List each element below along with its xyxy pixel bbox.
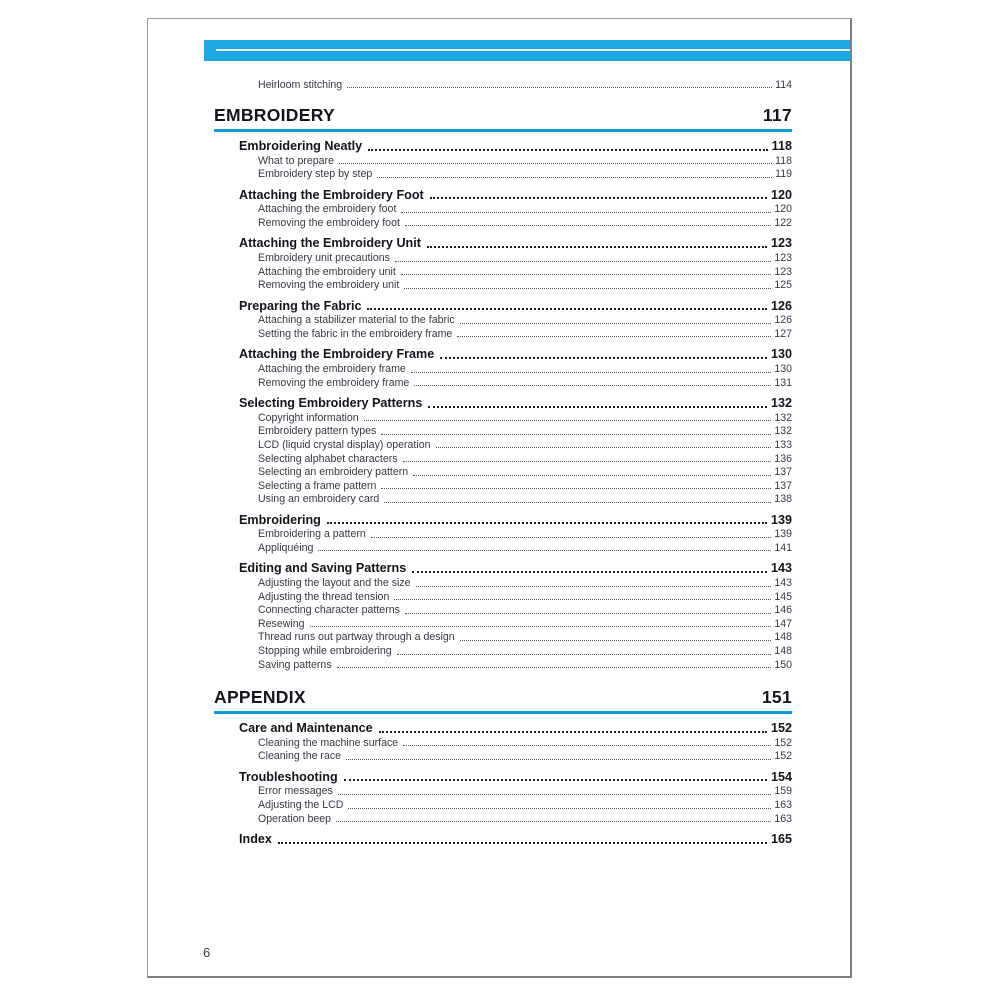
toc-entry bbox=[258, 657, 792, 671]
toc-entry-page: 147 bbox=[774, 617, 792, 630]
dot-leader bbox=[414, 385, 771, 386]
dot-leader bbox=[401, 212, 771, 213]
dot-leader bbox=[436, 447, 772, 448]
dot-leader bbox=[310, 626, 772, 627]
toc-entry-page: 150 bbox=[774, 658, 792, 671]
dot-leader bbox=[412, 571, 767, 573]
dot-leader bbox=[338, 794, 772, 795]
toc-entry bbox=[258, 250, 792, 264]
toc-entry-page: 123 bbox=[774, 265, 792, 278]
toc-entry-label: Operation beep bbox=[258, 812, 332, 825]
toc-entry-page: 132 bbox=[770, 396, 792, 411]
toc-entry-label: Embroidery pattern types bbox=[258, 425, 377, 438]
toc-entry-page: 126 bbox=[774, 314, 792, 327]
toc-entry bbox=[239, 345, 792, 361]
toc-entry bbox=[258, 202, 792, 216]
dot-leader bbox=[430, 197, 767, 199]
section-entries bbox=[214, 719, 792, 846]
toc-entry-page: 127 bbox=[774, 327, 792, 340]
dot-leader bbox=[367, 308, 767, 310]
toc-entry-label: Saving patterns bbox=[258, 658, 332, 671]
dot-leader bbox=[339, 163, 772, 164]
toc-entry-label: Attaching the Embroidery Frame bbox=[239, 347, 435, 362]
dot-leader bbox=[403, 745, 771, 746]
dot-leader bbox=[364, 420, 772, 421]
toc-entry-page: 148 bbox=[774, 631, 792, 644]
toc-entry bbox=[258, 278, 792, 292]
toc-entry bbox=[258, 361, 792, 375]
toc-entry bbox=[239, 511, 792, 527]
toc-entry-page: 114 bbox=[775, 78, 792, 91]
toc-entry bbox=[258, 77, 792, 91]
toc-entry bbox=[258, 575, 792, 589]
toc-entry-label: What to prepare bbox=[258, 154, 334, 167]
dot-leader bbox=[411, 372, 772, 373]
toc-entry bbox=[258, 424, 792, 438]
toc-entry-page: 152 bbox=[770, 721, 792, 736]
toc-entry-label: Error messages bbox=[258, 785, 333, 798]
page-number: 6 bbox=[203, 945, 211, 960]
toc-entry bbox=[258, 313, 792, 327]
toc-entry-label: Attaching the embroidery unit bbox=[258, 265, 396, 278]
dot-leader bbox=[344, 779, 767, 781]
toc-entry-page: 137 bbox=[774, 479, 792, 492]
accent-bar-highlight bbox=[216, 49, 850, 51]
toc-entry-label: LCD (liquid crystal display) operation bbox=[258, 438, 431, 451]
dot-leader bbox=[440, 357, 767, 359]
toc-entry bbox=[258, 749, 792, 763]
toc-entry-label: Selecting Embroidery Patterns bbox=[239, 396, 423, 411]
toc-entry-page: 118 bbox=[775, 154, 792, 167]
toc-entry-label: Embroidering bbox=[239, 512, 321, 527]
toc-entry bbox=[258, 811, 792, 825]
toc-entry-page: 123 bbox=[774, 252, 792, 265]
toc-entry bbox=[239, 394, 792, 410]
dot-leader bbox=[337, 667, 772, 668]
dot-leader bbox=[395, 261, 771, 262]
toc-entry-page: 163 bbox=[774, 812, 792, 825]
toc-entry-label: Attaching the embroidery foot bbox=[258, 203, 397, 216]
toc-entry bbox=[258, 784, 792, 798]
toc-entry-label: Selecting a frame pattern bbox=[258, 479, 377, 492]
toc-entry-page: 139 bbox=[770, 512, 792, 527]
toc-entry bbox=[258, 153, 792, 167]
dot-leader bbox=[404, 288, 771, 289]
toc-entry-page: 139 bbox=[774, 528, 792, 541]
toc-entry-page: 118 bbox=[771, 139, 792, 154]
toc-entry bbox=[239, 768, 792, 784]
dot-leader bbox=[381, 488, 771, 489]
toc-entry-label: Using an embroidery card bbox=[258, 493, 380, 506]
toc-entry-label: Appliquéing bbox=[258, 541, 314, 554]
dot-leader bbox=[336, 821, 771, 822]
dot-leader bbox=[460, 640, 772, 641]
toc-entry bbox=[258, 540, 792, 554]
toc-entry bbox=[239, 559, 792, 575]
toc-entry bbox=[258, 326, 792, 340]
toc-entry-page: 130 bbox=[770, 347, 792, 362]
dot-leader bbox=[318, 550, 771, 551]
toc-entry bbox=[258, 527, 792, 541]
toc-entry-label: Thread runs out partway through a design bbox=[258, 631, 455, 644]
toc-entry bbox=[239, 830, 792, 846]
toc-entry-page: 120 bbox=[770, 187, 792, 202]
dot-leader bbox=[394, 599, 771, 600]
dot-leader bbox=[327, 522, 767, 524]
dot-leader bbox=[460, 323, 772, 324]
dot-leader bbox=[457, 336, 771, 337]
toc-entry-label: Embroidery unit precautions bbox=[258, 252, 390, 265]
toc-entry bbox=[239, 186, 792, 202]
toc-entry-page: 119 bbox=[775, 168, 792, 181]
toc-entry-label: Setting the fabric in the embroidery frame bbox=[258, 327, 453, 340]
toc-entry bbox=[258, 410, 792, 424]
toc-entry-page: 120 bbox=[774, 203, 792, 216]
toc-entry-page: 132 bbox=[774, 411, 792, 424]
toc-entry-label: Copyright information bbox=[258, 411, 359, 424]
toc-entry-label: Selecting an embroidery pattern bbox=[258, 466, 409, 479]
toc-entry bbox=[258, 630, 792, 644]
toc-entry-label: Editing and Saving Patterns bbox=[239, 561, 407, 576]
toc-entry bbox=[258, 735, 792, 749]
dot-leader bbox=[416, 586, 772, 587]
toc-entry-label: Adjusting the LCD bbox=[258, 799, 344, 811]
toc-entry-label: Cleaning the race bbox=[258, 750, 342, 763]
toc-entry-label: Attaching the embroidery frame bbox=[258, 363, 406, 376]
dot-leader bbox=[379, 731, 767, 733]
toc-entry-label: Embroidering a pattern bbox=[258, 528, 366, 541]
header-accent-bar bbox=[204, 40, 850, 61]
toc-section bbox=[214, 105, 792, 671]
toc-entry-label: Attaching the Embroidery Unit bbox=[239, 236, 421, 251]
toc-entry-page: 152 bbox=[774, 750, 792, 763]
toc-section bbox=[214, 687, 792, 846]
toc-entry-page: 159 bbox=[774, 785, 792, 798]
toc-entry-page: 137 bbox=[774, 466, 792, 479]
dot-leader bbox=[368, 149, 768, 151]
section-heading bbox=[214, 105, 792, 132]
toc-entry-label: Selecting alphabet characters bbox=[258, 452, 398, 465]
toc-entry-label: Embroidering Neatly bbox=[239, 139, 363, 154]
toc-entry bbox=[258, 167, 792, 181]
toc-entry bbox=[258, 797, 792, 811]
toc-entry bbox=[258, 616, 792, 630]
toc-entry-page: 130 bbox=[774, 363, 792, 376]
toc-entry bbox=[239, 234, 792, 250]
toc-entry-label: Troubleshooting bbox=[239, 769, 338, 784]
dot-leader bbox=[278, 842, 767, 844]
toc-entry-page: 145 bbox=[774, 590, 792, 603]
toc-entry-label: Removing the embroidery unit bbox=[258, 279, 400, 292]
dot-leader bbox=[428, 406, 767, 408]
toc-entry bbox=[258, 215, 792, 229]
toc-entry bbox=[258, 589, 792, 603]
toc-entry-page: 123 bbox=[770, 236, 792, 251]
dot-leader bbox=[397, 654, 772, 655]
toc-entry-page: 148 bbox=[774, 645, 792, 658]
dot-leader bbox=[347, 87, 772, 88]
toc-entry-page: 146 bbox=[774, 604, 792, 617]
dot-leader bbox=[384, 502, 771, 503]
toc-entry-page: 163 bbox=[774, 799, 792, 811]
toc-entry-label: Removing the embroidery foot bbox=[258, 216, 400, 229]
dot-leader bbox=[377, 177, 772, 178]
toc-entry bbox=[258, 643, 792, 657]
dot-leader bbox=[381, 434, 771, 435]
toc-entry-page: 143 bbox=[774, 577, 792, 590]
section-heading bbox=[214, 687, 792, 714]
toc-entry-page: 138 bbox=[774, 493, 792, 506]
toc-entry-page: 133 bbox=[774, 438, 792, 451]
toc-entry bbox=[258, 478, 792, 492]
toc-entry bbox=[239, 719, 792, 735]
section-entries bbox=[214, 137, 792, 671]
toc-entry-page: 125 bbox=[774, 279, 792, 292]
manual-page-sheet bbox=[147, 18, 852, 978]
toc-entry bbox=[258, 375, 792, 389]
dot-leader bbox=[405, 225, 771, 226]
toc-entry-page: 136 bbox=[774, 452, 792, 465]
section-title: EMBROIDERY bbox=[214, 104, 335, 125]
toc-entry-label: Care and Maintenance bbox=[239, 721, 373, 736]
toc-entry-page: 122 bbox=[774, 216, 792, 229]
toc-entry-label: Embroidery step by step bbox=[258, 168, 373, 181]
toc-entry bbox=[239, 137, 792, 153]
toc-entry bbox=[258, 437, 792, 451]
table-of-contents bbox=[214, 77, 792, 846]
toc-entry-label: Adjusting the thread tension bbox=[258, 590, 390, 603]
toc-entry bbox=[239, 297, 792, 313]
toc-entry-page: 126 bbox=[770, 298, 792, 313]
toc-entry-label: Connecting character patterns bbox=[258, 604, 400, 617]
toc-entry bbox=[258, 451, 792, 465]
toc-entry-label: Adjusting the layout and the size bbox=[258, 577, 411, 590]
dot-leader bbox=[401, 274, 772, 275]
toc-entry-page: 131 bbox=[774, 376, 792, 389]
dot-leader bbox=[427, 246, 767, 248]
toc-entry-page: 141 bbox=[774, 541, 792, 554]
toc-entry-page: 143 bbox=[770, 561, 792, 576]
toc-entry bbox=[258, 492, 792, 506]
toc-entry-page: 165 bbox=[770, 832, 792, 847]
section-title: APPENDIX bbox=[214, 686, 306, 707]
dot-leader bbox=[346, 759, 771, 760]
section-page: 151 bbox=[761, 686, 792, 707]
toc-entry-label: Removing the embroidery frame bbox=[258, 376, 410, 389]
toc-entry-label: Index bbox=[239, 832, 272, 847]
toc-entry-label: Attaching the Embroidery Foot bbox=[239, 187, 424, 202]
toc-entry-label: Preparing the Fabric bbox=[239, 298, 362, 313]
toc-entry-label: Stopping while embroidering bbox=[258, 645, 392, 658]
toc-entry-page: 132 bbox=[774, 425, 792, 438]
toc-entry-page: 152 bbox=[774, 736, 792, 749]
dot-leader bbox=[403, 461, 772, 462]
toc-entry-label: Heirloom stitching bbox=[258, 78, 343, 91]
section-page: 117 bbox=[762, 104, 792, 125]
toc-entry bbox=[258, 603, 792, 617]
dot-leader bbox=[413, 475, 771, 476]
dot-leader bbox=[371, 537, 772, 538]
toc-entry-page: 154 bbox=[770, 769, 792, 784]
toc-entry bbox=[258, 465, 792, 479]
toc-entry-label: Attaching a stabilizer material to the fabric bbox=[258, 314, 455, 327]
toc-entry-label: Resewing bbox=[258, 617, 305, 630]
dot-leader bbox=[348, 808, 771, 809]
toc-entry bbox=[258, 264, 792, 278]
toc-entry-label: Cleaning the machine surface bbox=[258, 736, 399, 749]
dot-leader bbox=[405, 613, 771, 614]
